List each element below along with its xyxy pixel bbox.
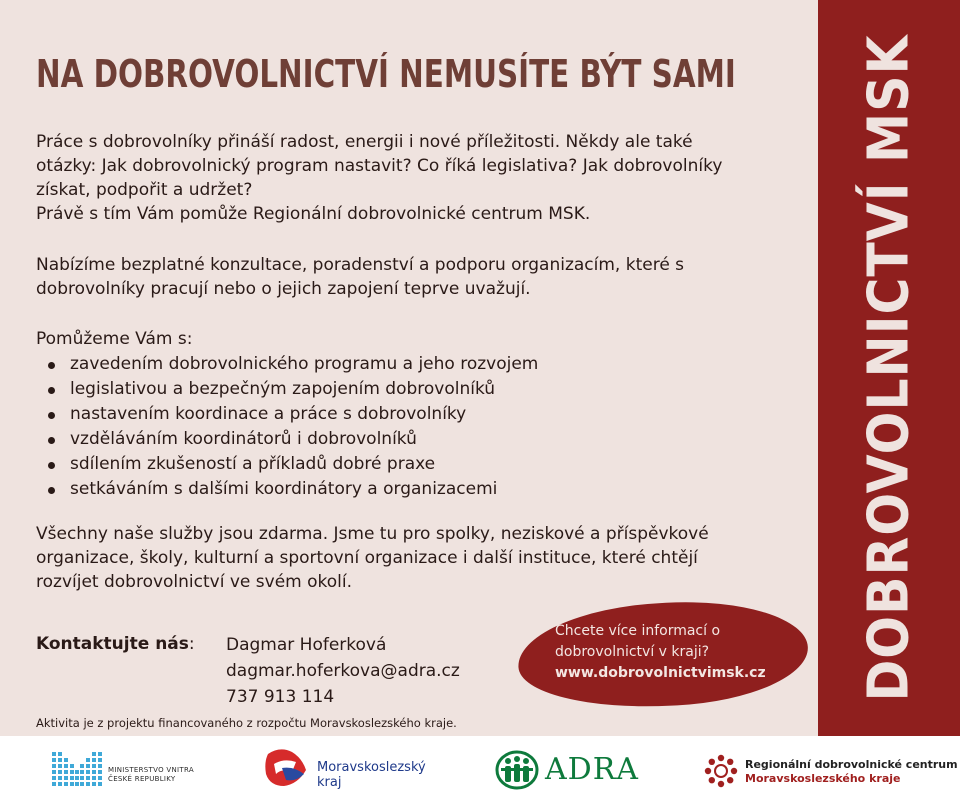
contact-colon: : [188,634,195,654]
services-line: organizace, školy, kulturní a sportovní organizace i další instituce, které chtějí [36,548,698,568]
list-item [36,427,538,452]
list-item-text: vzděláváním koordinátorů i dobrovolníků [70,429,417,449]
rdc-logo [704,754,738,792]
mv-logo-text [108,766,194,784]
contact-label-text: Kontaktujte nás [36,634,189,654]
bullet-icon [48,412,55,419]
info-line-2: dobrovolnictví v kraji? [555,644,710,660]
bullet-icon [48,387,55,394]
list-item-text: legislativou a bezpečným zapojením dobrovolníků [70,379,496,399]
intro-line: Právě s tím Vám pomůže Regionální dobrovolnické centrum MSK. [36,204,591,224]
mv-logo [52,752,102,792]
bullet-icon [48,462,55,469]
logo-footer [0,736,960,804]
kraj-line-2: kraj [317,775,342,790]
rdc-logo-text [745,758,958,786]
offer-line: Nabízíme bezplatné konzultace, poradenství a podporu organizacím, které s [36,255,685,275]
bullet-icon [48,437,55,444]
kraj-emblem-icon [262,746,312,790]
offer-line: dobrovolníky pracují nebo o jejich zapojení teprve uvažují. [36,279,531,299]
contact-email[interactable]: dagmar.hoferkova@adra.cz [226,661,460,681]
bullet-icon [48,487,55,494]
help-list [36,352,538,502]
list-item [36,477,538,502]
offer-paragraph [36,253,684,301]
kraj-logo [262,746,312,794]
sidebar-banner [818,0,960,736]
list-item-text: nastavením koordinace a práce s dobrovolníky [70,404,467,424]
funding-note: Aktivita je z projektu financovaného z rozpočtu Moravskoslezského kraje. [36,716,457,730]
services-paragraph [36,522,709,594]
help-heading [36,327,192,351]
services-line: rozvíjet dobrovolnictví ve svém okolí. [36,572,353,592]
website-link[interactable]: www.dobrovolnictvimsk.cz [555,665,766,681]
services-line: Všechny naše služby jsou zdarma. Jsme tu pro spolky, neziskové a příspěvkové [36,524,709,544]
rdc-ring-icon [704,754,738,788]
intro-line: Práce s dobrovolníky přináší radost, energii i nové příležitosti. Někdy ale také [36,132,693,152]
list-item [36,377,538,402]
sidebar-vertical-title: DOBROVOLNICTVÍ MSK [856,34,922,702]
list-item-text: sdílením zkušeností a příkladů dobré praxe [70,454,436,474]
kraj-logo-text [317,760,426,790]
list-item [36,402,538,427]
page-title: NA DOBROVOLNICTVÍ NEMUSÍTE BÝT SAMI [36,52,736,96]
contact-label [36,634,195,654]
intro-line: otázky: Jak dobrovolnický program nastavit? Co říká legislativa? Jak dobrovolníky [36,156,723,176]
contact-details [226,632,460,710]
mv-emblem-icon [52,752,102,788]
list-item [36,352,538,377]
rdc-line-2: Moravskoslezského kraje [745,772,901,785]
mv-line-2: ČESKÉ REPUBLIKY [108,775,176,783]
contact-name: Dagmar Hoferková [226,635,387,655]
info-line-1: Chcete více informací o [555,623,721,639]
adra-logo [495,750,539,794]
rdc-line-1: Regionální dobrovolnické centrum [745,758,958,771]
info-bubble-text [555,621,766,684]
intro-paragraph [36,130,722,226]
list-item [36,452,538,477]
mv-line-1: MINISTERSTVO VNITRA [108,766,194,774]
help-heading-text: Pomůžeme Vám s: [36,329,193,349]
bullet-icon [48,362,55,369]
adra-emblem-icon [495,750,539,790]
list-item-text: setkáváním s dalšími koordinátory a organizacemi [70,479,498,499]
intro-line: získat, podpořit a udržet? [36,180,253,200]
kraj-line-1: Moravskoslezský [317,760,426,775]
adra-logo-text: ADRA [545,752,639,787]
list-item-text: zavedením dobrovolnického programu a jeho rozvojem [70,354,539,374]
contact-phone[interactable]: 737 913 114 [226,687,335,707]
